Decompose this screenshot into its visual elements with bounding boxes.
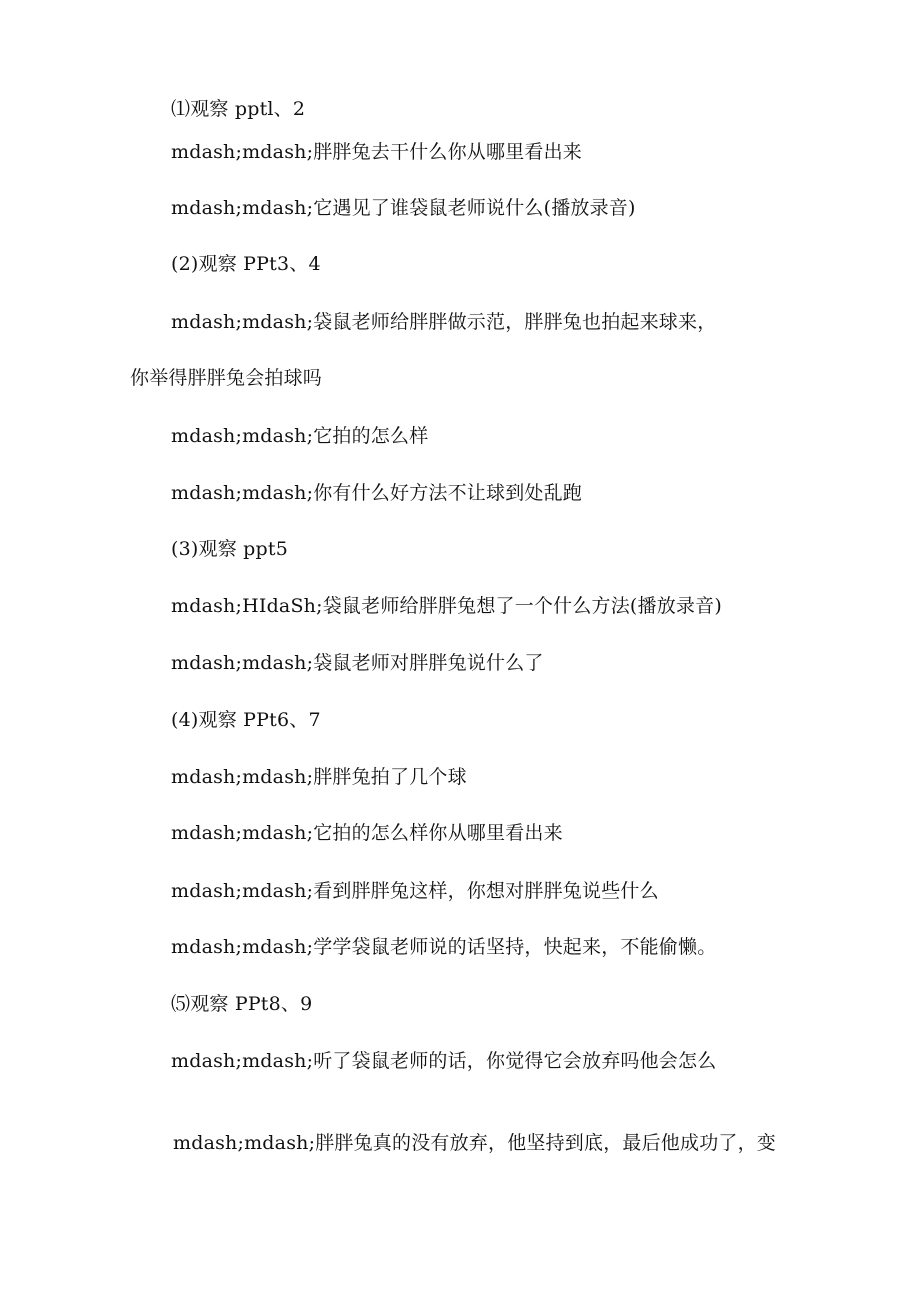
question-line: mdash;mdash;看到胖胖兔这样，你想对胖胖兔说些什么 <box>171 880 659 902</box>
question-line: mdash;mdash;听了袋鼠老师的话，你觉得它会放弃吗他会怎么 <box>171 1050 717 1072</box>
question-line: mdash;mdash;它遇见了谁袋鼠老师说什么(播放录音) <box>171 197 636 219</box>
question-line: mdash;mdash;胖胖兔去干什么你从哪里看出来 <box>171 141 582 163</box>
answer-line: mdash;mdash;学学袋鼠老师说的话坚持，快起来，不能偷懒。 <box>171 936 717 958</box>
question-line: mdash;mdash;你有什么好方法不让球到处乱跑 <box>171 482 582 504</box>
question-line: mdash;mdash;胖胖兔真的没有放弃，他坚持到底，最后他成功了，变 <box>173 1132 776 1154</box>
question-line: mdash;mdash;它拍的怎么样 <box>171 425 429 447</box>
section-heading-4: (4)观察 PPt6、7 <box>171 709 321 731</box>
question-line: mdash;HIdaSh;袋鼠老师给胖胖兔想了一个什么方法(播放录音) <box>171 595 722 617</box>
section-heading-1: ⑴观察 pptl、2 <box>171 98 306 120</box>
question-line: mdash;mdash;袋鼠老师对胖胖兔说什么了 <box>171 652 544 674</box>
question-line: mdash;mdash;胖胖兔拍了几个球 <box>171 766 467 788</box>
section-heading-5: ⑸观察 PPt8、9 <box>171 993 313 1015</box>
question-line: mdash;mdash;袋鼠老师给胖胖做示范，胖胖兔也拍起来球来， <box>171 311 717 333</box>
question-continuation: 你举得胖胖兔会拍球吗 <box>130 367 323 389</box>
section-heading-3: (3)观察 ppt5 <box>171 538 289 560</box>
section-heading-2: (2)观察 PPt3、4 <box>171 253 321 275</box>
question-line: mdash;mdash;它拍的怎么样你从哪里看出来 <box>171 822 563 844</box>
